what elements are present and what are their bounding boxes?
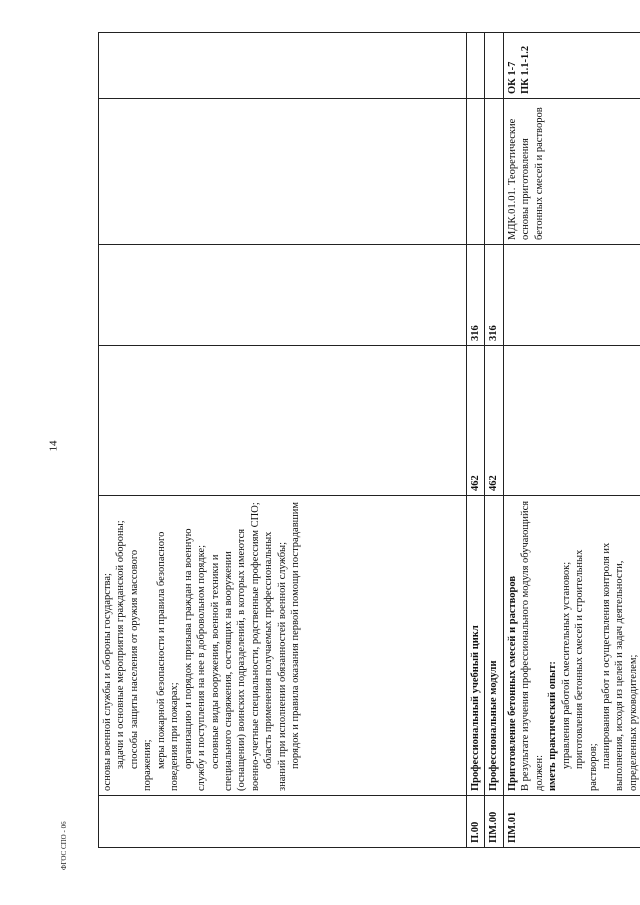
code-cell: ПМ.00 xyxy=(485,796,503,848)
competence-pk: ПК 1.1-1.2 xyxy=(520,45,532,94)
discipline-cell xyxy=(99,99,467,245)
required-hours-cell xyxy=(503,245,640,346)
desc-line: область применения получаемых профессиональных знаний при исполнении обязанностей военной службы; xyxy=(263,531,288,791)
module-intro: В результате изучения профессионального модуля обучающийся должен: xyxy=(520,500,545,791)
description-cell xyxy=(503,496,640,796)
rotated-table-container xyxy=(98,33,639,848)
practice-label: иметь практический опыт: xyxy=(547,661,559,791)
table-row-pm01 xyxy=(503,33,640,848)
competence-cell xyxy=(467,33,485,99)
desc-line: организацию и порядок призыва граждан на военную службу и поступления на нее в добровольном порядке; xyxy=(182,528,208,791)
table-row-continuation xyxy=(99,33,467,848)
max-hours-cell: 462 xyxy=(485,346,503,496)
description-cell xyxy=(99,496,467,796)
code-cell: П.00 xyxy=(467,796,485,848)
table-row-p00 xyxy=(467,33,485,848)
practice-item: приготовления бетонных смесей и строительных растворов; xyxy=(574,549,599,791)
max-hours-cell: 462 xyxy=(467,346,485,496)
competence-cell xyxy=(485,33,503,99)
competence-ok: ОК 1-7 xyxy=(506,61,518,94)
discipline-cell xyxy=(467,99,485,245)
desc-line: основы военной службы и обороны государства; xyxy=(102,573,113,791)
code-cell xyxy=(99,796,467,848)
description-cell: Профессиональные модули xyxy=(485,496,503,796)
required-hours-cell: 316 xyxy=(467,245,485,346)
max-hours-cell xyxy=(99,346,467,496)
curriculum-table xyxy=(98,32,640,848)
description-cell: Профессиональный учебный цикл xyxy=(467,496,485,796)
discipline-cell xyxy=(485,99,503,245)
practice-item: управления работой смесительных установок; xyxy=(560,561,572,769)
required-hours-cell: 316 xyxy=(485,245,503,346)
code-cell: ПМ.01 xyxy=(503,796,640,848)
module-title: Приготовление бетонных смесей и растворов xyxy=(506,575,518,791)
desc-line: задачи и основные мероприятия гражданской обороны; xyxy=(115,520,127,769)
max-hours-cell xyxy=(503,346,640,496)
required-hours-cell xyxy=(99,245,467,346)
table-row-pm00 xyxy=(485,33,503,848)
desc-line: основные виды вооружения, военной техники и специального снаряжения, состоящих на вооружении (оснащении) воинских подразделений, в которых имеются военно-учетные специальности, родственные профессиям СПО; xyxy=(209,502,261,791)
practice-item: планирования работ и осуществления контроля их выполнения, исходя из целей и задач деятельности, определенных руководителем; xyxy=(600,542,639,791)
competence-cell xyxy=(99,33,467,99)
desc-line: меры пожарной безопасности и правила безопасного поведения при пожарах; xyxy=(155,531,181,791)
page-number: 14 xyxy=(47,440,60,452)
competence-cell xyxy=(503,33,640,99)
desc-line: порядок и правила оказания первой помощи пострадавшим xyxy=(290,501,302,769)
desc-line: способы защиты населения от оружия массового поражения; xyxy=(128,549,154,791)
discipline-cell: МДК.01.01. Теоретические основы приготовления бетонных смесей и растворов xyxy=(503,99,640,245)
footer-standard-label: ФГОС СПО - 06 xyxy=(60,821,68,870)
